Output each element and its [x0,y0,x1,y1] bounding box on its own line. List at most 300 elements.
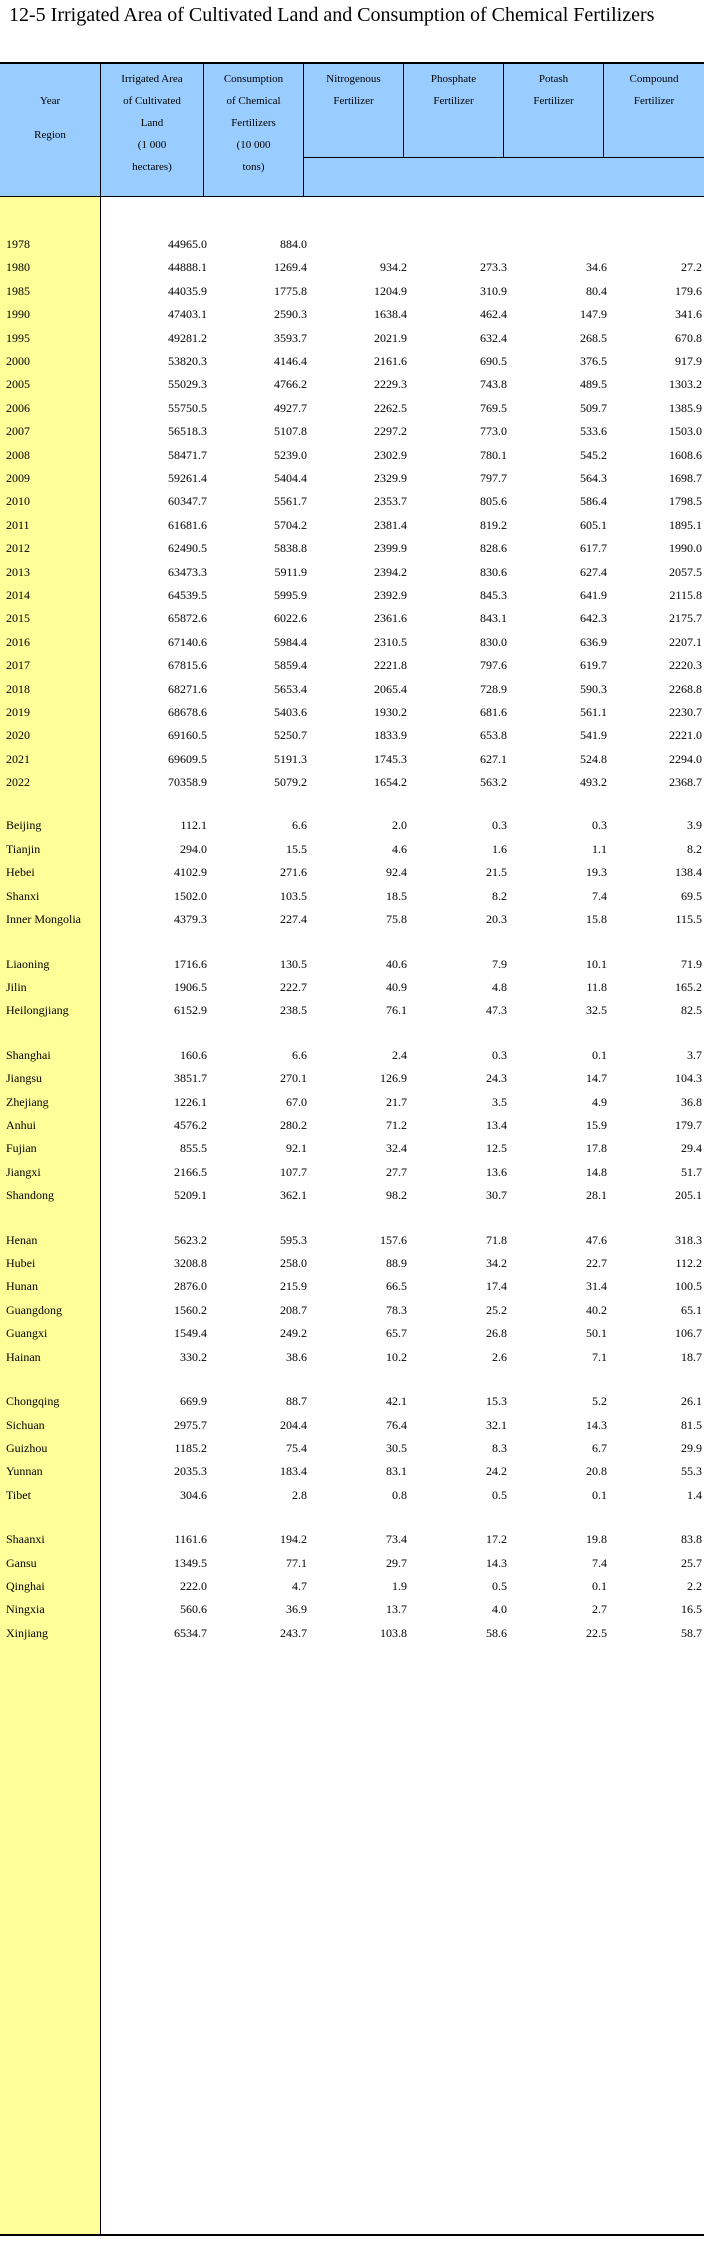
header-col2-line: Consumption [223,73,284,85]
row-value: 24.3 [486,1071,507,1086]
row-label: 1990 [6,307,30,322]
table-row [0,1253,704,1273]
row-value: 884.0 [280,237,307,251]
row-value: 1833.9 [374,728,407,743]
row-value: 68678.6 [168,705,207,719]
row-value: 2381.4 [374,517,407,532]
row-value: 6.6 [292,818,307,833]
row-value: 3.5 [492,1094,507,1109]
row-label: 1980 [6,260,30,275]
row-value: 40.2 [586,1302,607,1317]
row-value: 6152.9 [174,1003,207,1018]
table-row [0,468,704,488]
row-label: Qinghai [6,1578,45,1593]
row-value: 2368.7 [669,775,702,790]
row-value: 7.9 [492,956,507,971]
table-row [0,725,704,745]
row-value: 830.6 [480,564,507,579]
row-value: 5704.2 [274,517,307,532]
row-value: 15.5 [286,841,307,856]
row-value: 2399.9 [374,541,407,556]
table-row [0,1485,704,1505]
row-value: 5653.4 [274,681,307,696]
row-value: 1503.0 [669,424,702,439]
row-value: 44035.9 [168,283,207,298]
header-col3-line: Fertilizer [333,95,374,107]
row-value: 51.7 [681,1164,702,1179]
row-value: 797.6 [480,658,507,673]
row-value: 13.6 [486,1164,507,1179]
row-value: 1269.4 [274,260,307,275]
row-value: 743.8 [480,377,507,392]
row-value: 67815.6 [168,658,207,673]
row-value: 797.7 [480,471,507,485]
row-value: 73.4 [386,1532,407,1547]
row-value: 341.6 [675,307,702,322]
row-value: 20.8 [586,1464,607,1479]
row-value: 632.4 [480,330,507,345]
row-value: 32.4 [386,1141,407,1156]
row-label: Gansu [6,1555,37,1570]
row-value: 5107.8 [274,424,307,439]
row-label: 2007 [6,424,30,439]
table-row [0,772,704,792]
row-value: 545.2 [580,447,607,462]
row-value: 13.7 [386,1602,407,1617]
header-cell-col2 [204,64,304,197]
row-label: Ningxia [6,1602,45,1617]
table-title: 12-5 Irrigated Area of Cultivated Land and Consumption of Chemical Fertilizers [9,4,655,26]
row-value: 34.6 [586,260,607,275]
row-value: 7.1 [592,1349,607,1364]
row-label: 2020 [6,728,30,743]
row-value: 627.1 [480,751,507,766]
row-value: 27.2 [681,260,702,275]
table-row [0,1276,704,1296]
row-value: 16.5 [681,1602,702,1617]
row-value: 0.1 [592,1578,607,1593]
table-row [0,1323,704,1343]
row-value: 489.5 [580,377,607,392]
row-value: 0.1 [592,1487,607,1502]
row-label: Hubei [6,1256,36,1271]
row-value: 268.5 [580,330,607,345]
row-value: 1385.9 [669,400,702,415]
row-value: 5079.2 [274,775,307,790]
row-value: 44888.1 [168,260,207,275]
row-value: 6.7 [592,1440,607,1455]
table-row [0,1185,704,1205]
row-label: 2017 [6,658,30,673]
row-value: 2230.7 [669,705,702,719]
row-value: 4102.9 [174,865,207,880]
row-value: 32.5 [586,1003,607,1018]
header-cell-col5 [504,64,604,158]
row-label: 1978 [6,237,30,251]
row-value: 2.4 [392,1047,407,1062]
row-value: 493.2 [580,775,607,790]
header-col1-line: Land [140,117,164,129]
row-value: 7.4 [592,888,607,903]
row-value: 60347.7 [168,494,207,509]
row-value: 564.3 [580,471,607,485]
row-value: 619.7 [580,658,607,673]
row-value: 769.5 [480,400,507,415]
row-value: 2065.4 [374,681,407,696]
row-value: 61681.6 [168,517,207,532]
row-value: 5239.0 [274,447,307,462]
row-value: 1.9 [392,1578,407,1593]
table-row [0,702,704,722]
row-value: 17.2 [486,1532,507,1547]
row-value: 1185.2 [174,1440,207,1455]
row-value: 3.7 [687,1047,702,1062]
row-value: 69.5 [681,888,702,903]
row-value: 208.7 [280,1302,307,1317]
row-value: 112.1 [180,818,207,833]
row-value: 28.1 [586,1188,607,1203]
row-value: 65.7 [386,1326,407,1341]
row-value: 2207.1 [669,634,702,649]
row-value: 92.1 [286,1141,307,1156]
row-value: 1.6 [492,841,507,856]
row-value: 19.3 [586,865,607,880]
row-value: 25.2 [486,1302,507,1317]
row-value: 1698.7 [669,471,702,485]
row-value: 3593.7 [274,330,307,345]
table-row [0,1529,704,1549]
row-value: 0.8 [392,1487,407,1502]
row-label: Guangxi [6,1326,48,1341]
table-row [0,491,704,511]
table-row [0,1623,704,1643]
row-value: 12.5 [486,1141,507,1156]
bottom-rule [0,2234,704,2236]
row-value: 845.3 [480,588,507,602]
row-label: 2018 [6,681,30,696]
row-value: 1798.5 [669,494,702,509]
row-value: 19.8 [586,1532,607,1547]
row-value: 5995.9 [274,588,307,602]
row-value: 126.9 [380,1071,407,1086]
row-value: 20.3 [486,912,507,927]
row-value: 44965.0 [168,237,207,251]
row-value: 0.3 [592,818,607,833]
row-value: 690.5 [480,354,507,368]
header-col2-line: (10 000 [236,139,271,151]
row-label: Tibet [6,1487,31,1502]
row-value: 49281.2 [168,330,207,345]
row-value: 1654.2 [374,775,407,790]
row-value: 2361.6 [374,611,407,626]
table-row [0,1391,704,1411]
row-value: 238.5 [280,1003,307,1018]
table-row [0,1461,704,1481]
table-row [0,351,704,371]
header-cell-col6 [604,64,704,158]
row-label: Inner Mongolia [6,912,81,927]
row-value: 1608.6 [669,447,702,462]
row-value: 1161.6 [174,1532,207,1547]
row-value: 304.6 [180,1487,207,1502]
row-value: 70358.9 [168,775,207,790]
table-row [0,281,704,301]
row-value: 533.6 [580,424,607,439]
row-value: 5623.2 [174,1232,207,1247]
row-value: 1930.2 [374,705,407,719]
row-value: 112.2 [675,1256,702,1271]
table-row [0,608,704,628]
row-label: Sichuan [6,1417,45,1432]
header-col4-line: Phosphate [430,73,477,85]
row-value: 22.7 [586,1256,607,1271]
row-label: 1995 [6,330,30,345]
header-rule [0,196,704,197]
row-value: 805.6 [480,494,507,509]
header-col4-line: Fertilizer [433,95,474,107]
row-value: 780.1 [480,447,507,462]
row-value: 205.1 [675,1188,702,1203]
row-value: 10.1 [586,956,607,971]
row-value: 14.7 [586,1071,607,1086]
row-value: 147.9 [580,307,607,322]
row-value: 1204.9 [374,283,407,298]
row-value: 4576.2 [174,1118,207,1132]
row-value: 71.8 [486,1232,507,1247]
row-value: 2221.0 [669,728,702,743]
row-value: 590.3 [580,681,607,696]
row-value: 58.7 [681,1625,702,1640]
row-value: 5.2 [592,1394,607,1409]
row-value: 642.3 [580,611,607,626]
row-value: 541.9 [580,728,607,743]
row-value: 40.6 [386,956,407,971]
row-value: 5250.7 [274,728,307,743]
row-value: 0.5 [492,1487,507,1502]
row-value: 26.1 [681,1394,702,1409]
row-label: 2014 [6,588,30,602]
row-value: 653.8 [480,728,507,743]
header-cell-col3 [304,64,404,158]
row-value: 3851.7 [174,1071,207,1086]
row-value: 63473.3 [168,564,207,579]
row-value: 50.1 [586,1326,607,1341]
table-row [0,1092,704,1112]
row-label: Beijing [6,818,42,833]
row-value: 563.2 [480,775,507,790]
row-value: 80.4 [586,283,607,298]
row-value: 819.2 [480,517,507,532]
row-label: Guizhou [6,1440,48,1455]
row-value: 36.9 [286,1602,307,1617]
row-label: 2013 [6,564,30,579]
row-label: 2012 [6,541,30,556]
table-row [0,886,704,906]
row-value: 270.1 [280,1071,307,1086]
row-value: 215.9 [280,1279,307,1294]
row-value: 1990.0 [669,541,702,556]
row-value: 71.2 [386,1118,407,1132]
row-value: 2.7 [592,1602,607,1617]
row-value: 5561.7 [274,494,307,509]
row-value: 6534.7 [174,1625,207,1640]
row-value: 5209.1 [174,1188,207,1203]
row-value: 294.0 [180,841,207,856]
row-value: 25.7 [681,1555,702,1570]
row-value: 88.9 [386,1256,407,1271]
row-value: 21.7 [386,1094,407,1109]
row-value: 5911.9 [274,564,307,579]
row-value: 258.0 [280,1256,307,1271]
table-row [0,515,704,535]
row-value: 2115.8 [669,588,702,602]
row-value: 462.4 [480,307,507,322]
row-value: 5859.4 [274,658,307,673]
table-row [0,1045,704,1065]
row-value: 4.6 [392,841,407,856]
row-value: 179.6 [675,283,702,298]
row-value: 2297.2 [374,424,407,439]
row-value: 75.4 [286,1440,307,1455]
row-label: Guangdong [6,1302,62,1317]
row-label: Hainan [6,1349,41,1364]
row-value: 130.5 [280,956,307,971]
row-value: 2268.8 [669,681,702,696]
row-value: 77.1 [286,1555,307,1570]
row-label: 2011 [6,517,30,532]
row-value: 138.4 [675,865,702,880]
row-value: 2876.0 [174,1279,207,1294]
row-value: 17.4 [486,1279,507,1294]
row-value: 8.3 [492,1440,507,1455]
table-row [0,1347,704,1367]
row-value: 3.9 [687,818,702,833]
table-row [0,1068,704,1088]
row-value: 586.4 [580,494,607,509]
row-value: 4.8 [492,979,507,994]
row-value: 71.9 [681,956,702,971]
row-value: 36.8 [681,1094,702,1109]
row-value: 34.2 [486,1256,507,1271]
header-col0-line: Year [39,95,61,107]
row-label: Hebei [6,865,35,880]
table-row [0,1230,704,1250]
row-value: 15.9 [586,1118,607,1132]
row-value: 81.5 [681,1417,702,1432]
row-value: 4146.4 [274,354,307,368]
row-value: 3208.8 [174,1256,207,1271]
row-value: 524.8 [580,751,607,766]
row-value: 26.8 [486,1326,507,1341]
row-value: 15.3 [486,1394,507,1409]
row-value: 76.1 [386,1003,407,1018]
row-value: 183.4 [280,1464,307,1479]
table-row [0,815,704,835]
row-label: Henan [6,1232,38,1247]
row-value: 10.2 [386,1349,407,1364]
row-value: 669.9 [180,1394,207,1409]
row-value: 179.7 [675,1118,702,1132]
row-value: 1349.5 [174,1555,207,1570]
table-row [0,1300,704,1320]
row-value: 1560.2 [174,1302,207,1317]
row-value: 2221.8 [374,658,407,673]
row-value: 855.5 [180,1141,207,1156]
row-value: 115.5 [675,912,702,927]
row-value: 47403.1 [168,307,207,322]
row-value: 30.5 [386,1440,407,1455]
row-value: 47.6 [586,1232,607,1247]
row-value: 843.1 [480,611,507,626]
row-value: 2975.7 [174,1417,207,1432]
row-label: Jiangxi [6,1164,41,1179]
row-label: Tianjin [6,841,41,856]
row-value: 2166.5 [174,1164,207,1179]
row-value: 934.2 [380,260,407,275]
row-value: 27.7 [386,1164,407,1179]
row-value: 14.8 [586,1164,607,1179]
row-value: 0.1 [592,1047,607,1062]
row-value: 8.2 [687,841,702,856]
row-value: 31.4 [586,1279,607,1294]
header-col3-line: Nitrogenous [326,73,381,85]
row-value: 98.2 [386,1188,407,1203]
row-value: 18.5 [386,888,407,903]
row-label: Chongqing [6,1394,60,1409]
row-value: 29.4 [681,1141,702,1156]
row-value: 2310.5 [374,634,407,649]
row-value: 222.0 [180,1578,207,1593]
table-row [0,1553,704,1573]
row-value: 4379.3 [174,912,207,927]
row-value: 103.5 [280,888,307,903]
row-value: 560.6 [180,1602,207,1617]
row-value: 5838.8 [274,541,307,556]
row-value: 362.1 [280,1188,307,1203]
row-value: 280.2 [280,1118,307,1132]
row-value: 330.2 [180,1349,207,1364]
table-row [0,1138,704,1158]
row-label: Xinjiang [6,1625,48,1640]
row-value: 107.7 [280,1164,307,1179]
row-value: 65.1 [681,1302,702,1317]
row-value: 65872.6 [168,611,207,626]
row-label: Zhejiang [6,1094,49,1109]
row-value: 1775.8 [274,283,307,298]
row-label: 1985 [6,283,30,298]
row-value: 62490.5 [168,541,207,556]
row-value: 157.6 [380,1232,407,1247]
row-value: 59261.4 [168,471,207,485]
header-col0-line: Region [34,129,66,141]
row-label: 2010 [6,494,30,509]
row-value: 1906.5 [174,979,207,994]
row-value: 24.2 [486,1464,507,1479]
row-value: 222.7 [280,979,307,994]
header-col6-line: Fertilizer [633,95,675,107]
row-value: 76.4 [386,1417,407,1432]
row-label: 2005 [6,377,30,392]
row-value: 14.3 [486,1555,507,1570]
header-col5-line: Potash [538,73,569,85]
row-value: 103.8 [380,1625,407,1640]
row-value: 29.9 [681,1440,702,1455]
row-value: 2329.9 [374,471,407,485]
row-value: 2262.5 [374,400,407,415]
row-value: 55029.3 [168,377,207,392]
row-value: 1226.1 [174,1094,207,1109]
row-value: 75.8 [386,912,407,927]
